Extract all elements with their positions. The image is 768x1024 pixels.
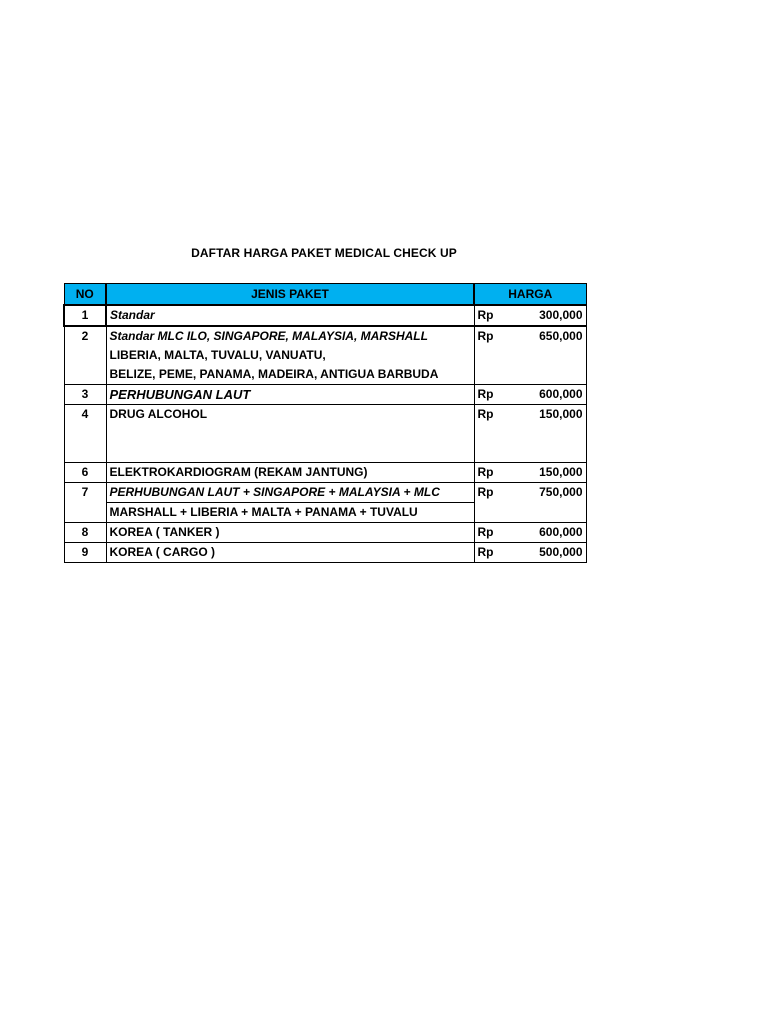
currency-label: Rp: [477, 485, 494, 499]
price-table: [63, 283, 587, 563]
package-name: PERHUBUNGAN LAUT: [106, 385, 474, 405]
price-value: 650,000: [539, 329, 583, 343]
row-number: 9: [64, 543, 106, 563]
price-cell: [474, 385, 586, 405]
row-number: 7: [64, 483, 106, 523]
header-harga: HARGA: [474, 284, 586, 306]
price-cell: [474, 523, 586, 543]
package-line: PERHUBUNGAN LAUT + SINGAPORE + MALAYSIA + MLC: [107, 483, 474, 503]
row-number: 8: [64, 523, 106, 543]
table-row: [64, 385, 586, 405]
header-jenis-paket: JENIS PAKET: [106, 284, 474, 306]
package-line: Standar MLC ILO, SINGAPORE, MALAYSIA, MARSHALL: [109, 329, 428, 343]
currency-label: Rp: [477, 387, 494, 401]
package-line: LIBERIA, MALTA, TUVALU, VANUATU,: [109, 348, 326, 362]
price-value: 600,000: [539, 387, 583, 401]
currency-label: Rp: [477, 525, 494, 539]
table-row: [64, 483, 586, 523]
price-value: 750,000: [539, 485, 583, 499]
row-number: 6: [64, 463, 106, 483]
package-name: KOREA ( TANKER ): [106, 523, 474, 543]
package-line: MARSHALL + LIBERIA + MALTA + PANAMA + TUVALU: [109, 505, 418, 519]
price-value: 600,000: [539, 525, 583, 539]
row-number: 2: [64, 326, 106, 385]
price-cell: [474, 305, 586, 326]
table-row: [64, 305, 586, 326]
row-number: 4: [64, 405, 106, 463]
table-row: [64, 523, 586, 543]
table-row: [64, 463, 586, 483]
currency-label: Rp: [477, 308, 494, 322]
package-name: DRUG ALCOHOL: [106, 405, 474, 463]
price-cell: [474, 326, 586, 385]
package-name: [106, 483, 474, 523]
package-name: KOREA ( CARGO ): [106, 543, 474, 563]
row-number: 1: [64, 305, 106, 326]
package-name: Standar: [106, 305, 474, 326]
row-number: 3: [64, 385, 106, 405]
package-name: ELEKTROKARDIOGRAM (REKAM JANTUNG): [106, 463, 474, 483]
header-no: NO: [64, 284, 106, 306]
currency-label: Rp: [477, 545, 494, 559]
price-value: 500,000: [539, 545, 583, 559]
table-header-row: [64, 284, 586, 306]
currency-label: Rp: [477, 465, 494, 479]
price-value: 300,000: [539, 308, 583, 322]
table-row: [64, 543, 586, 563]
price-value: 150,000: [539, 465, 583, 479]
price-cell: [474, 463, 586, 483]
package-line: BELIZE, PEME, PANAMA, MADEIRA, ANTIGUA BARBUDA: [109, 367, 439, 381]
table-row: [64, 326, 586, 385]
page-title: DAFTAR HARGA PAKET MEDICAL CHECK UP: [191, 246, 457, 260]
table-row: [64, 405, 586, 463]
package-name: [106, 326, 474, 385]
price-cell: [474, 543, 586, 563]
price-cell: [474, 483, 586, 523]
price-value: 150,000: [539, 407, 583, 421]
price-cell: [474, 405, 586, 463]
currency-label: Rp: [477, 329, 494, 343]
currency-label: Rp: [477, 407, 494, 421]
